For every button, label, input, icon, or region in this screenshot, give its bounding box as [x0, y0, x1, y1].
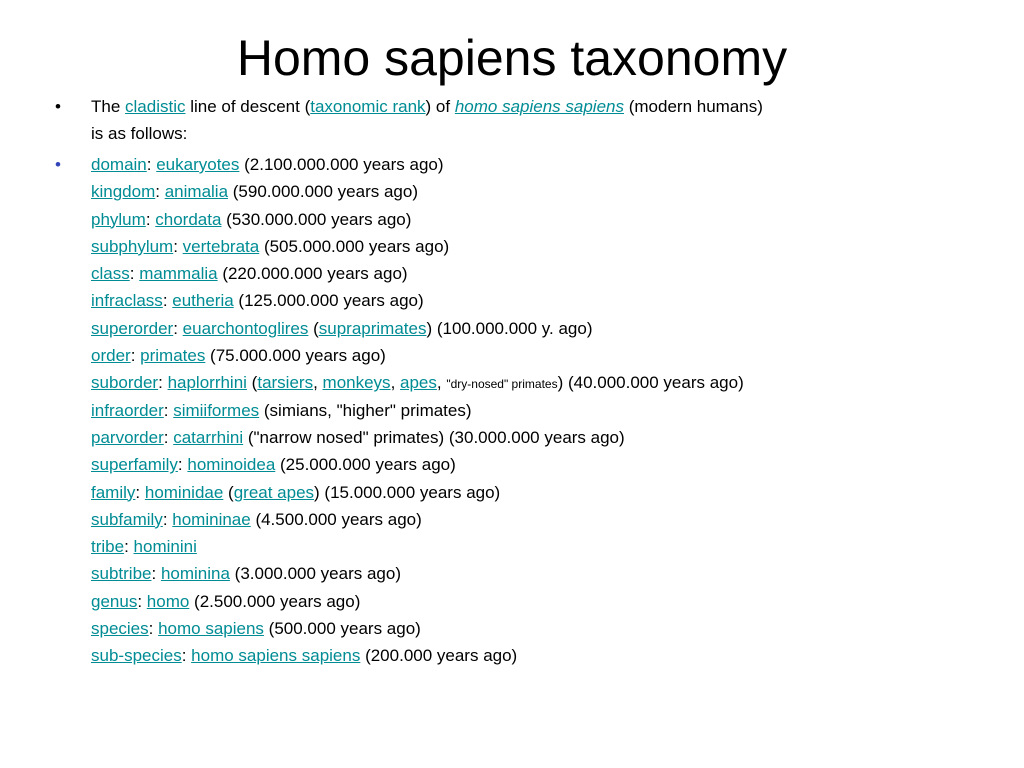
rank-link[interactable]: parvorder — [91, 427, 164, 447]
intro-text-4: (modern humans) — [624, 97, 763, 116]
taxon-link[interactable]: primates — [140, 346, 206, 366]
rank-separator: : — [155, 182, 165, 202]
taxon-link[interactable]: tarsiers — [257, 373, 314, 393]
rank-link[interactable]: infraclass — [91, 291, 163, 311]
cladistic-link[interactable]: cladistic — [125, 97, 186, 116]
row-text: , — [390, 373, 401, 393]
homo-sapiens-sapiens-link[interactable]: homo sapiens sapiens — [454, 97, 624, 116]
taxonomy-row — [91, 369, 995, 396]
taxonomy-row — [91, 178, 995, 205]
rank-link[interactable]: superorder — [91, 318, 174, 338]
taxonomy-row — [91, 588, 995, 615]
taxon-link[interactable]: mammalia — [139, 264, 218, 284]
row-text: ("narrow nosed" primates) (30.000.000 years ago) — [243, 427, 625, 447]
rank-separator: : — [137, 591, 147, 611]
taxon-link[interactable]: hominidae — [144, 482, 224, 502]
rank-link[interactable]: tribe — [91, 537, 125, 557]
rank-separator: : — [162, 291, 173, 311]
row-text: ( — [308, 318, 319, 338]
row-text: ( — [223, 482, 234, 502]
rank-link[interactable]: sub-species — [91, 646, 182, 666]
row-text: (220.000.000 years ago) — [217, 264, 408, 284]
taxonomy-row — [91, 342, 995, 369]
row-text: (590.000.000 years ago) — [228, 182, 418, 202]
row-text: , — [313, 373, 323, 393]
rank-link[interactable]: subfamily — [91, 509, 163, 529]
taxon-link[interactable]: haplorrhini — [167, 373, 247, 393]
rank-link[interactable]: family — [91, 482, 136, 502]
rank-link[interactable]: subtribe — [91, 564, 152, 584]
taxon-link[interactable]: monkeys — [322, 373, 391, 393]
taxonomy-row — [91, 479, 995, 506]
rank-link[interactable]: superfamily — [91, 455, 178, 475]
taxonomy-row — [91, 615, 995, 642]
rank-separator: : — [173, 236, 183, 256]
taxon-link[interactable]: simiiformes — [173, 400, 260, 420]
row-text: (25.000.000 years ago) — [275, 455, 456, 475]
taxonomy-row — [91, 397, 995, 424]
taxonomy-row — [91, 287, 995, 314]
intro-text-line2: is as follows: — [91, 124, 188, 143]
taxon-link[interactable]: hominoidea — [187, 455, 276, 475]
rank-separator: : — [129, 264, 140, 284]
row-text: ) (15.000.000 years ago) — [314, 482, 501, 502]
row-text: (530.000.000 years ago) — [221, 209, 412, 229]
taxonomy-row — [91, 233, 995, 260]
rank-link[interactable]: kingdom — [91, 182, 156, 202]
row-text: (505.000.000 years ago) — [259, 236, 450, 256]
bullet: • — [55, 155, 61, 174]
row-text: (500.000 years ago) — [263, 619, 421, 639]
taxon-link[interactable]: chordata — [155, 209, 222, 229]
rank-separator: : — [145, 209, 156, 229]
taxon-link[interactable]: catarrhini — [173, 427, 244, 447]
row-text: (simians, "higher" primates) — [259, 400, 472, 420]
rank-link[interactable]: genus — [91, 591, 138, 611]
taxon-link[interactable]: homo — [146, 591, 190, 611]
taxonomy-row — [91, 151, 995, 178]
taxon-link[interactable]: animalia — [164, 182, 229, 202]
intro-text-2: line of descent ( — [185, 97, 311, 116]
rank-separator: : — [163, 427, 174, 447]
taxonomy-row — [91, 533, 995, 560]
bullet: • — [55, 97, 61, 116]
taxonomy-row — [91, 451, 995, 478]
taxon-link[interactable]: hominini — [133, 537, 197, 557]
taxon-link[interactable]: homo sapiens sapiens — [191, 646, 361, 666]
rank-separator: : — [173, 318, 183, 338]
taxonomy-row — [91, 206, 995, 233]
taxonomy-row — [91, 424, 995, 451]
taxon-link[interactable]: eukaryotes — [156, 155, 240, 174]
row-text: (2.500.000 years ago) — [189, 591, 361, 611]
taxon-link[interactable]: great apes — [233, 482, 315, 502]
taxonomy-row — [91, 506, 995, 533]
rank-separator: : — [151, 564, 161, 584]
taxonomic-rank-link[interactable]: taxonomic rank — [310, 97, 426, 116]
taxon-link[interactable]: hominina — [160, 564, 230, 584]
rank-link[interactable]: species — [91, 619, 149, 639]
rank-separator: : — [181, 646, 192, 666]
taxon-link[interactable]: euarchontoglires — [182, 318, 309, 338]
row-text: (3.000.000 years ago) — [229, 564, 401, 584]
taxon-link[interactable]: apes — [400, 373, 437, 393]
row-text: , — [436, 373, 447, 393]
rank-separator: : — [124, 537, 134, 557]
row-text: ( — [246, 373, 258, 393]
taxon-link[interactable]: eutheria — [172, 291, 234, 311]
taxonomy-row — [91, 642, 995, 669]
row-text: (200.000 years ago) — [360, 646, 518, 666]
intro-text-3: ) of — [425, 97, 455, 116]
rank-link[interactable]: suborder — [91, 373, 159, 393]
rank-link[interactable]: order — [91, 346, 131, 366]
row-text: (4.500.000 years ago) — [250, 509, 422, 529]
rank-link[interactable]: infraorder — [91, 400, 164, 420]
rank-separator: : — [177, 455, 188, 475]
rank-separator: : — [163, 400, 174, 420]
row-text: (2.100.000.000 years ago) — [239, 155, 444, 174]
taxon-link[interactable]: homo sapiens — [158, 619, 264, 639]
row-text: ) (100.000.000 y. ago) — [426, 318, 593, 338]
taxonomy-row — [91, 315, 995, 342]
row-text: (125.000.000 years ago) — [233, 291, 424, 311]
rank-separator: : — [146, 155, 157, 174]
intro-text-1: The — [91, 97, 126, 116]
rank-link[interactable]: subphylum — [91, 236, 174, 256]
row-text: (75.000.000 years ago) — [205, 346, 386, 366]
rank-separator: : — [135, 482, 145, 502]
intro-text — [91, 93, 975, 147]
rank-link[interactable]: domain — [91, 155, 147, 174]
rank-separator: : — [162, 509, 173, 529]
taxonomy-row — [91, 560, 995, 587]
taxon-link[interactable]: homininae — [172, 509, 251, 529]
page-title: Homo sapiens taxonomy — [236, 30, 788, 86]
taxon-link[interactable]: vertebrata — [182, 236, 260, 256]
rank-link[interactable]: class — [91, 264, 130, 284]
rank-separator: : — [148, 619, 159, 639]
taxon-link[interactable]: supraprimates — [318, 318, 427, 338]
rank-link[interactable]: phylum — [91, 209, 146, 229]
row-text: ) (40.000.000 years ago) — [557, 373, 744, 393]
rank-separator: : — [130, 346, 141, 366]
taxonomy-rows — [91, 151, 995, 670]
rank-separator: : — [158, 373, 168, 393]
taxonomy-row — [91, 260, 995, 287]
small-note: "dry-nosed" primates — [446, 377, 558, 392]
